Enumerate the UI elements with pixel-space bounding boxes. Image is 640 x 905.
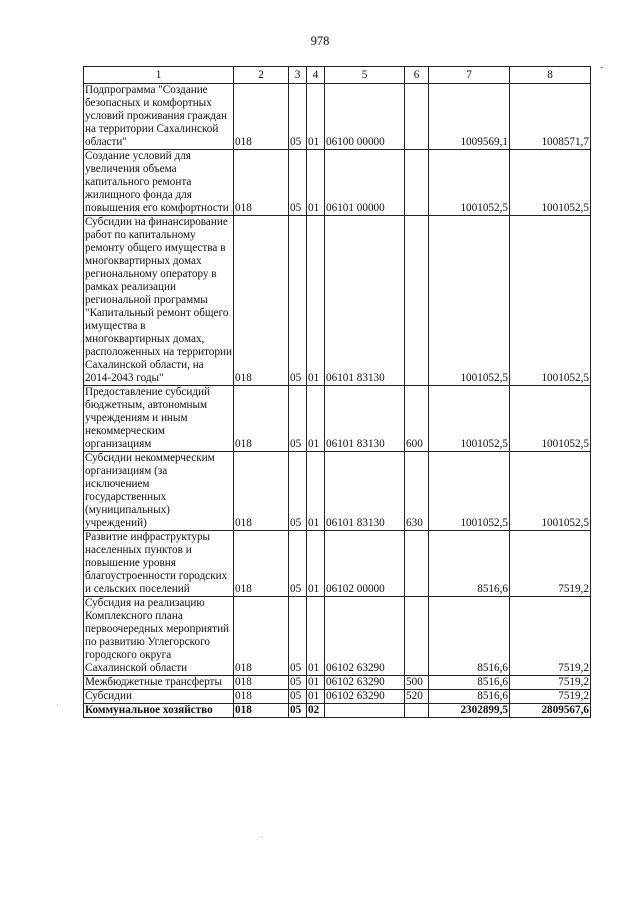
section-cell: 05 — [289, 531, 307, 597]
row-name-cell: Субсидия на реализацию Комплексного плана первоочередных мероприятий по развитию Углегорского городского округа Сахалинской области — [84, 597, 234, 676]
table-row — [84, 452, 591, 531]
section-cell: 05 — [289, 216, 307, 386]
header-cell: 5 — [325, 67, 405, 84]
amount-cell-year2: 1001052,5 — [510, 452, 591, 531]
header-cell: 6 — [405, 67, 429, 84]
code-cell: 018 — [234, 597, 289, 676]
subsection-cell: 01 — [307, 216, 325, 386]
header-cell: 1 — [84, 67, 234, 84]
target-article-cell: 06102 63290 — [325, 597, 405, 676]
amount-cell-year2: 2809567,6 — [510, 704, 591, 718]
amount-cell-year1: 1001052,5 — [429, 216, 510, 386]
table-row — [84, 531, 591, 597]
header-cell: 8 — [510, 67, 591, 84]
scan-mark: · — [260, 832, 263, 842]
header-cell: 3 — [289, 67, 307, 84]
code-cell: 018 — [234, 452, 289, 531]
expense-type-cell — [405, 150, 429, 216]
amount-cell-year2: 1001052,5 — [510, 216, 591, 386]
amount-cell-year1: 1009569,1 — [429, 84, 510, 150]
amount-cell-year2: 7519,2 — [510, 690, 591, 704]
subsection-cell: 01 — [307, 386, 325, 452]
expense-type-cell: 630 — [405, 452, 429, 531]
subsection-cell: 01 — [307, 531, 325, 597]
expense-type-cell — [405, 84, 429, 150]
target-article-cell: 06101 83130 — [325, 386, 405, 452]
corner-mark: - — [600, 62, 604, 73]
expense-type-cell: 520 — [405, 690, 429, 704]
subsection-cell: 01 — [307, 84, 325, 150]
section-cell: 05 — [289, 690, 307, 704]
table-row — [84, 84, 591, 150]
budget-table — [83, 66, 591, 718]
page-number: 978 — [310, 34, 330, 48]
row-name-cell: Подпрограмма "Создание безопасных и комфортных условий проживания граждан на территории Сахалинской области" — [84, 84, 234, 150]
section-cell: 05 — [289, 84, 307, 150]
amount-cell-year1: 2302899,5 — [429, 704, 510, 718]
amount-cell-year1: 8516,6 — [429, 597, 510, 676]
row-name-cell: Коммунальное хозяйство — [84, 704, 234, 718]
table-row — [84, 386, 591, 452]
subsection-cell: 01 — [307, 150, 325, 216]
code-cell: 018 — [234, 386, 289, 452]
expense-type-cell: 500 — [405, 676, 429, 690]
expense-type-cell — [405, 704, 429, 718]
target-article-cell: 06102 63290 — [325, 690, 405, 704]
table-row — [84, 216, 591, 386]
row-name-cell: Создание условий для увеличения объема капитального ремонта жилищного фонда для повышения его комфортности — [84, 150, 234, 216]
subsection-cell: 01 — [307, 690, 325, 704]
code-cell: 018 — [234, 676, 289, 690]
amount-cell-year2: 1008571,7 — [510, 84, 591, 150]
table-row — [84, 690, 591, 704]
subsection-cell: 01 — [307, 597, 325, 676]
amount-cell-year2: 7519,2 — [510, 531, 591, 597]
code-cell: 018 — [234, 690, 289, 704]
target-article-cell: 06101 83130 — [325, 452, 405, 531]
header-cell: 7 — [429, 67, 510, 84]
target-article-cell: 06102 63290 — [325, 676, 405, 690]
amount-cell-year1: 8516,6 — [429, 531, 510, 597]
code-cell: 018 — [234, 84, 289, 150]
subsection-cell: 02 — [307, 704, 325, 718]
amount-cell-year2: 1001052,5 — [510, 150, 591, 216]
amount-cell-year2: 7519,2 — [510, 676, 591, 690]
target-article-cell: 06101 00000 — [325, 150, 405, 216]
header-cell: 2 — [234, 67, 289, 84]
expense-type-cell — [405, 216, 429, 386]
amount-cell-year2: 1001052,5 — [510, 386, 591, 452]
subsection-cell: 01 — [307, 452, 325, 531]
section-cell: 05 — [289, 676, 307, 690]
target-article-cell: 06100 00000 — [325, 84, 405, 150]
amount-cell-year1: 8516,6 — [429, 676, 510, 690]
expense-type-cell — [405, 597, 429, 676]
target-article-cell: 06102 00000 — [325, 531, 405, 597]
table-row — [84, 150, 591, 216]
section-cell: 05 — [289, 452, 307, 531]
section-cell: 05 — [289, 597, 307, 676]
row-name-cell: Предоставление субсидий бюджетным, автономным учреждениям и иным некоммерческим организациям — [84, 386, 234, 452]
target-article-cell — [325, 704, 405, 718]
row-name-cell: Субсидии на финансирование работ по капитальному ремонту общего имущества в многоквартирных домах региональному оператору в рамках реализации региональной программы "Капитальный ремонт общего имущества в многоквартирных домах, расположенных на территории Сахалинской области, на 2014-2043 годы" — [85, 216, 232, 384]
expense-type-cell — [405, 531, 429, 597]
row-name-cell: Субсидии некоммерческим организациям (за исключением государственных (муниципальных) учреждений) — [84, 452, 234, 531]
amount-cell-year1: 1001052,5 — [429, 452, 510, 531]
target-article-cell: 06101 83130 — [325, 216, 405, 386]
table-row — [84, 597, 591, 676]
amount-cell-year2: 7519,2 — [510, 597, 591, 676]
code-cell: 018 — [234, 704, 289, 718]
table-header-row — [84, 67, 591, 84]
header-cell: 4 — [307, 67, 325, 84]
scan-mark: · — [56, 700, 59, 710]
section-cell: 05 — [289, 150, 307, 216]
row-name-cell: Развитие инфраструктуры населенных пунктов и повышение уровня благоустроенности городских и сельских поселений — [84, 531, 234, 597]
code-cell: 018 — [234, 216, 289, 386]
code-cell: 018 — [234, 150, 289, 216]
table-row — [84, 704, 591, 718]
table-row — [84, 676, 591, 690]
row-name-cell: Субсидии — [84, 690, 234, 704]
expense-type-cell: 600 — [405, 386, 429, 452]
amount-cell-year1: 1001052,5 — [429, 386, 510, 452]
section-cell: 05 — [289, 704, 307, 718]
amount-cell-year1: 1001052,5 — [429, 150, 510, 216]
section-cell: 05 — [289, 386, 307, 452]
row-name-cell: Межбюджетные трансферты — [84, 676, 234, 690]
code-cell: 018 — [234, 531, 289, 597]
subsection-cell: 01 — [307, 676, 325, 690]
amount-cell-year1: 8516,6 — [429, 690, 510, 704]
